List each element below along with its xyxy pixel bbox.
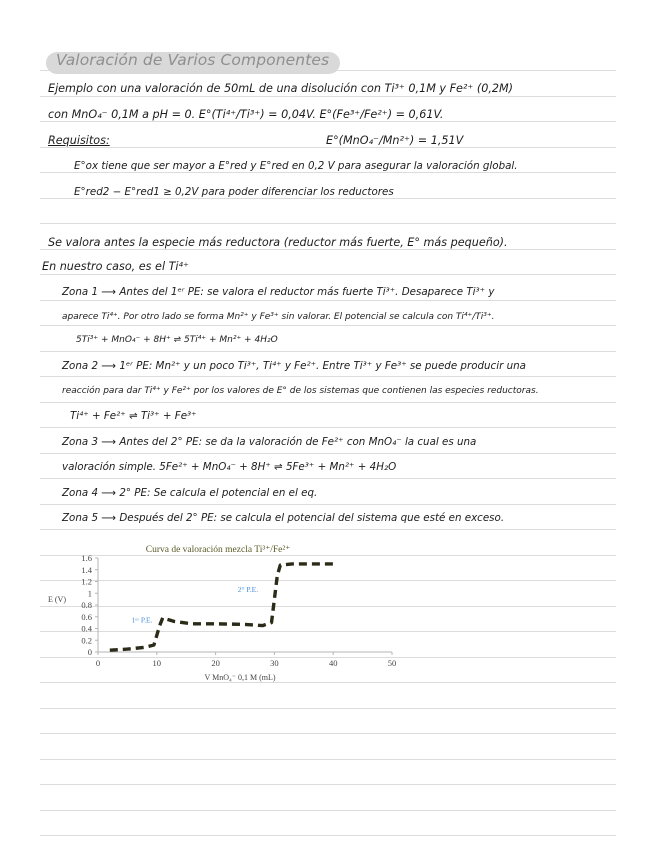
chart-title: Curva de valoración mezcla Ti³⁺/Fe²⁺ xyxy=(145,545,291,555)
text-line: E°red2 − E°red1 ≥ 0,2V para poder diferenciar los reductores xyxy=(74,186,394,198)
data-point xyxy=(291,563,293,565)
text-line: reacción para dar Ti⁴⁺ y Fe²⁺ por los valores de E° de los sistemas que contienen las especies reductoras. xyxy=(62,386,539,396)
data-point xyxy=(159,625,161,627)
equivalence-point-label: 2° P.E. xyxy=(237,585,259,595)
data-point xyxy=(215,623,217,625)
x-tick-label: 50 xyxy=(387,658,397,668)
text-line: E°ox tiene que ser mayor a E°red y E°red en 0,2 V para asegurar la valoración global. xyxy=(74,160,518,172)
data-point xyxy=(332,563,334,565)
zona-5-line: Zona 5 ⟶ Después del 2° PE: se calcula el potencial del sistema que esté en exceso. xyxy=(62,512,505,524)
text-line: E°(MnO₄⁻/Mn²⁺) = 1,51V xyxy=(326,134,464,147)
y-tick-label: 1 xyxy=(87,588,92,599)
data-point xyxy=(144,647,146,649)
page-title: Valoración de Varios Componentes xyxy=(56,51,330,69)
y-tick-label: 0.8 xyxy=(81,600,92,610)
x-axis-label: V MnO₄⁻ 0,1 M (mL) xyxy=(204,673,276,682)
data-point xyxy=(191,623,193,625)
y-tick-label: 0.6 xyxy=(81,611,92,622)
text-line: En nuestro caso, es el Ti⁴⁺ xyxy=(42,260,189,273)
reaction-line: 5Ti³⁺ + MnO₄⁻ + 8H⁺ ⇌ 5Ti⁴⁺ + Mn²⁺ + 4H₂O xyxy=(76,335,278,345)
zona-3-line: Zona 3 ⟶ Antes del 2° PE: se da la valoración de Fe²⁺ con MnO₄⁻ la cual es una xyxy=(62,436,477,448)
reaction-line: Ti⁴⁺ + Fe²⁺ ⇌ Ti³⁺ + Fe³⁺ xyxy=(70,410,197,422)
data-point xyxy=(174,621,176,623)
zona-4-line: Zona 4 ⟶ 2° PE: Se calcula el potencial en el eq. xyxy=(62,487,318,499)
y-tick-label: 0 xyxy=(87,647,92,657)
y-tick-label: 1.4 xyxy=(81,564,92,575)
data-point xyxy=(279,564,281,566)
text-line: Ejemplo con una valoración de 50mL de una disolución con Ti³⁺ 0,1M y Fe²⁺ (0,2M) xyxy=(48,82,514,95)
y-tick-label: 1.2 xyxy=(81,576,92,587)
text-line: aparece Ti⁴⁺. Por otro lado se forma Mn²⁺ y Fe³⁺ sin valorar. El potencial se calcula con Ti⁴⁺/Ti³⁺. xyxy=(62,312,495,322)
x-tick-label: 40 xyxy=(328,658,338,668)
equivalence-point-label: 1ᵉʳ P.E. xyxy=(131,615,153,625)
zona-1-line: Zona 1 ⟶ Antes del 1ᵉʳ PE: se valora el reductor más fuerte Ti³⁺. Desaparece Ti³⁺ y xyxy=(62,286,495,298)
text-line: valoración simple. 5Fe²⁺ + MnO₄⁻ + 8H⁺ ⇌ 5Fe³⁺ + Mn²⁺ + 4H₂O xyxy=(62,461,397,473)
y-tick-label: 0.4 xyxy=(81,623,92,634)
x-tick-label: 20 xyxy=(211,658,220,668)
y-tick-label: 1.6 xyxy=(81,553,92,563)
requisitos-heading: Requisitos: xyxy=(48,134,110,147)
data-point xyxy=(127,648,129,650)
data-point xyxy=(277,575,279,577)
data-point xyxy=(153,644,155,646)
text-line: Se valora antes la especie más reductora (reductor más fuerte, E° más pequeño). xyxy=(48,236,508,249)
y-tick-label: 0.2 xyxy=(81,635,92,646)
data-point xyxy=(315,563,317,565)
data-point xyxy=(162,617,164,619)
zona-2-line: Zona 2 ⟶ 1ᵉʳ PE: Mn²⁺ y un poco Ti³⁺, Ti⁴⁺ y Fe²⁺. Entre Ti³⁺ y Fe³⁺ se puede producir una xyxy=(62,360,526,372)
data-point xyxy=(271,622,273,624)
data-point xyxy=(262,625,264,627)
x-tick-label: 30 xyxy=(270,658,279,668)
text-line: con MnO₄⁻ 0,1M a pH = 0. E°(Ti⁴⁺/Ti³⁺) = 0,04V. E°(Fe³⁺/Fe²⁺) = 0,61V. xyxy=(48,108,444,121)
x-tick-label: 0 xyxy=(95,658,101,668)
series-line xyxy=(110,564,333,650)
x-tick-label: 10 xyxy=(152,658,162,668)
y-axis-label: E (V) xyxy=(48,595,66,604)
titration-chart xyxy=(40,540,410,690)
data-point xyxy=(109,649,111,651)
data-point xyxy=(244,624,246,626)
